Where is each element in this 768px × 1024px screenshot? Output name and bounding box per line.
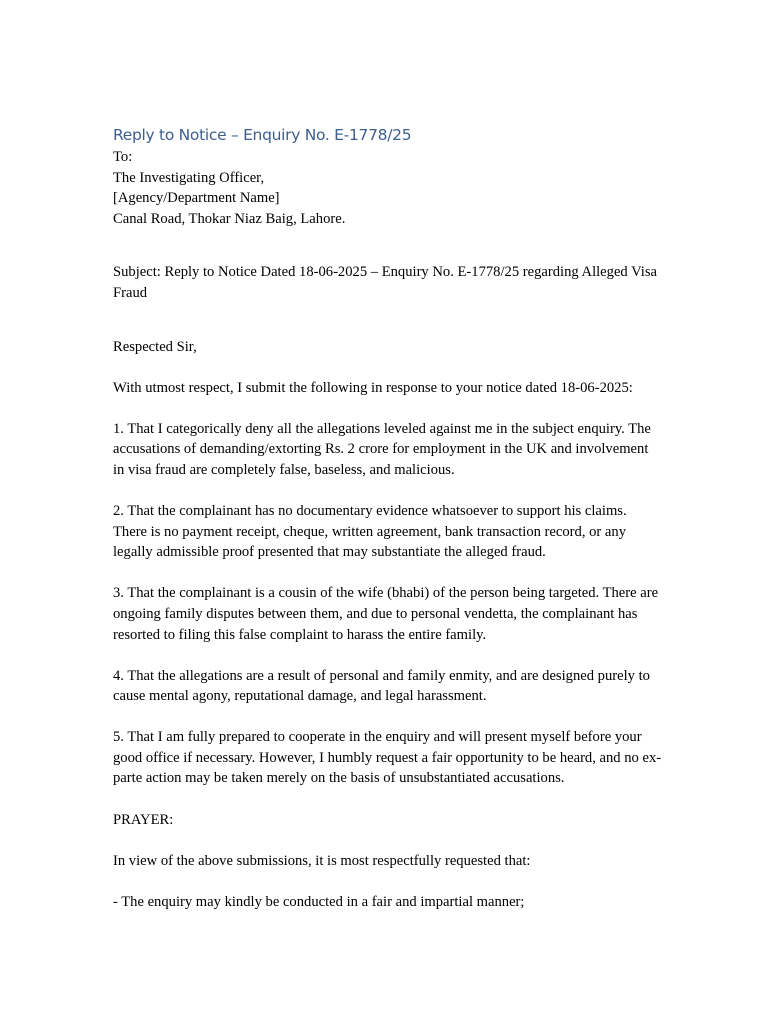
point-paragraph: 3. That the complainant is a cousin of the wife (bhabi) of the person being targeted. There are ongoing family disputes between them, and due to personal vendetta, the complainant has resorted to filing this false complaint to harass the entire family. — [113, 585, 659, 643]
prayer-label: PRAYER: — [113, 811, 174, 828]
document-page — [113, 124, 663, 912]
point-paragraph: 4. That the allegations are a result of personal and family enmity, and are designed purely to cause mental agony, reputational damage, and legal harassment. — [113, 667, 650, 705]
address-block — [113, 147, 663, 229]
point-paragraph: 5. That I am fully prepared to cooperate in the enquiry and will present myself before your good office if necessary. However, I humbly request a fair opportunity to be heard, and no ex-parte action may be taken merely on the basis of unsubstantiated accusations. — [113, 729, 662, 787]
address-line: Canal Road, Thokar Niaz Baig, Lahore. — [113, 210, 346, 227]
address-line: The Investigating Officer, — [113, 169, 265, 186]
prayer-intro: In view of the above submissions, it is most respectfully requested that: — [113, 852, 531, 869]
salutation: Respected Sir, — [113, 338, 197, 355]
prayer-item: - The enquiry may kindly be conducted in a fair and impartial manner; — [113, 893, 525, 910]
document-heading: Reply to Notice – Enquiry No. E-1778/25 — [113, 126, 412, 144]
address-line: [Agency/Department Name] — [113, 190, 280, 207]
address-to: To: — [113, 149, 133, 165]
point-paragraph: 2. That the complainant has no documentary evidence whatsoever to support his claims. There is no payment receipt, cheque, written agreement, bank transaction record, or any legally admissible proof presented that may substantiate the alleged fraud. — [113, 503, 627, 561]
point-paragraph: 1. That I categorically deny all the allegations leveled against me in the subject enquiry. The accusations of demanding/extorting Rs. 2 crore for employment in the UK and involvement in visa fraud are completely false, baseless, and malicious. — [113, 420, 651, 478]
intro-paragraph: With utmost respect, I submit the following in response to your notice dated 18-06-2025: — [113, 379, 633, 396]
subject-line: Subject: Reply to Notice Dated 18-06-2025 – Enquiry No. E-1778/25 regarding Alleged Visa Fraud — [113, 264, 657, 301]
